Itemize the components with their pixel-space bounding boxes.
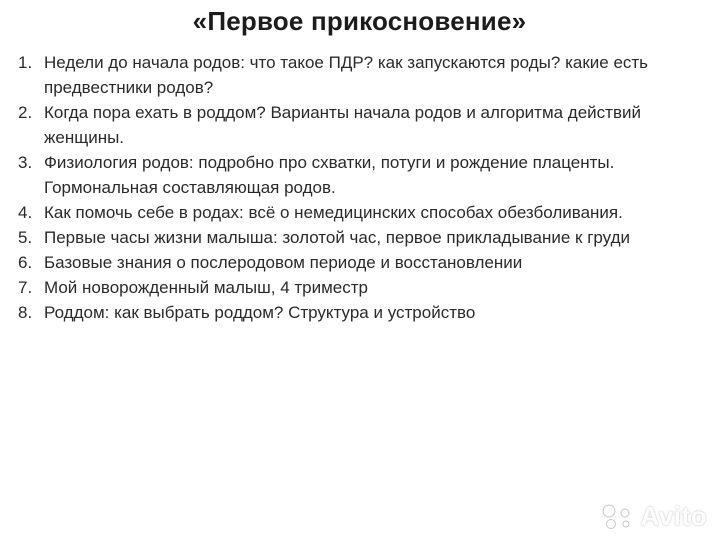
list-item-text: Мой новорожденный малыш, 4 триместр [44,278,369,297]
list-item-text: Недели до начала родов: что такое ПДР? как запускаются роды? какие есть предвестники родов? [44,53,649,97]
list-item [18,275,708,300]
list-item [18,200,708,225]
avito-watermark [600,501,707,532]
list-item [18,300,708,325]
list-item-number: 1. [18,53,33,72]
list-item-text: Роддом: как выбрать роддом? Структура и устройство [44,303,476,322]
list-item [18,150,708,200]
list-item-number: 7. [18,278,33,297]
avito-logo-icon [600,504,636,530]
list-item [18,50,708,100]
list-item-number: 5. [18,228,33,247]
page-title: «Первое прикосновение» [192,6,527,36]
list-item-text: Физиология родов: подробно про схватки, потуги и рождение плаценты. Гормональная составляющая родов. [44,153,615,197]
list-item-text: Как помочь себе в родах: всё о немедицинских способах обезболивания. [44,203,623,222]
list-item-text: Первые часы жизни малыша: золотой час, первое прикладывание к груди [44,228,631,247]
list-item-number: 2. [18,103,33,122]
topic-list [18,50,708,325]
list-item-number: 4. [18,203,33,222]
list-item-number: 6. [18,253,33,272]
list-item [18,250,708,275]
list-item-number: 8. [18,303,33,322]
avito-watermark-text: Avito [640,501,707,531]
list-item-number: 3. [18,153,33,172]
list-item [18,225,708,250]
list-item [18,100,708,150]
list-item-text: Базовые знания о послеродовом периоде и восстановлении [44,253,523,272]
list-item-text: Когда пора ехать в роддом? Варианты начала родов и алгоритма действий женщины. [44,103,641,147]
